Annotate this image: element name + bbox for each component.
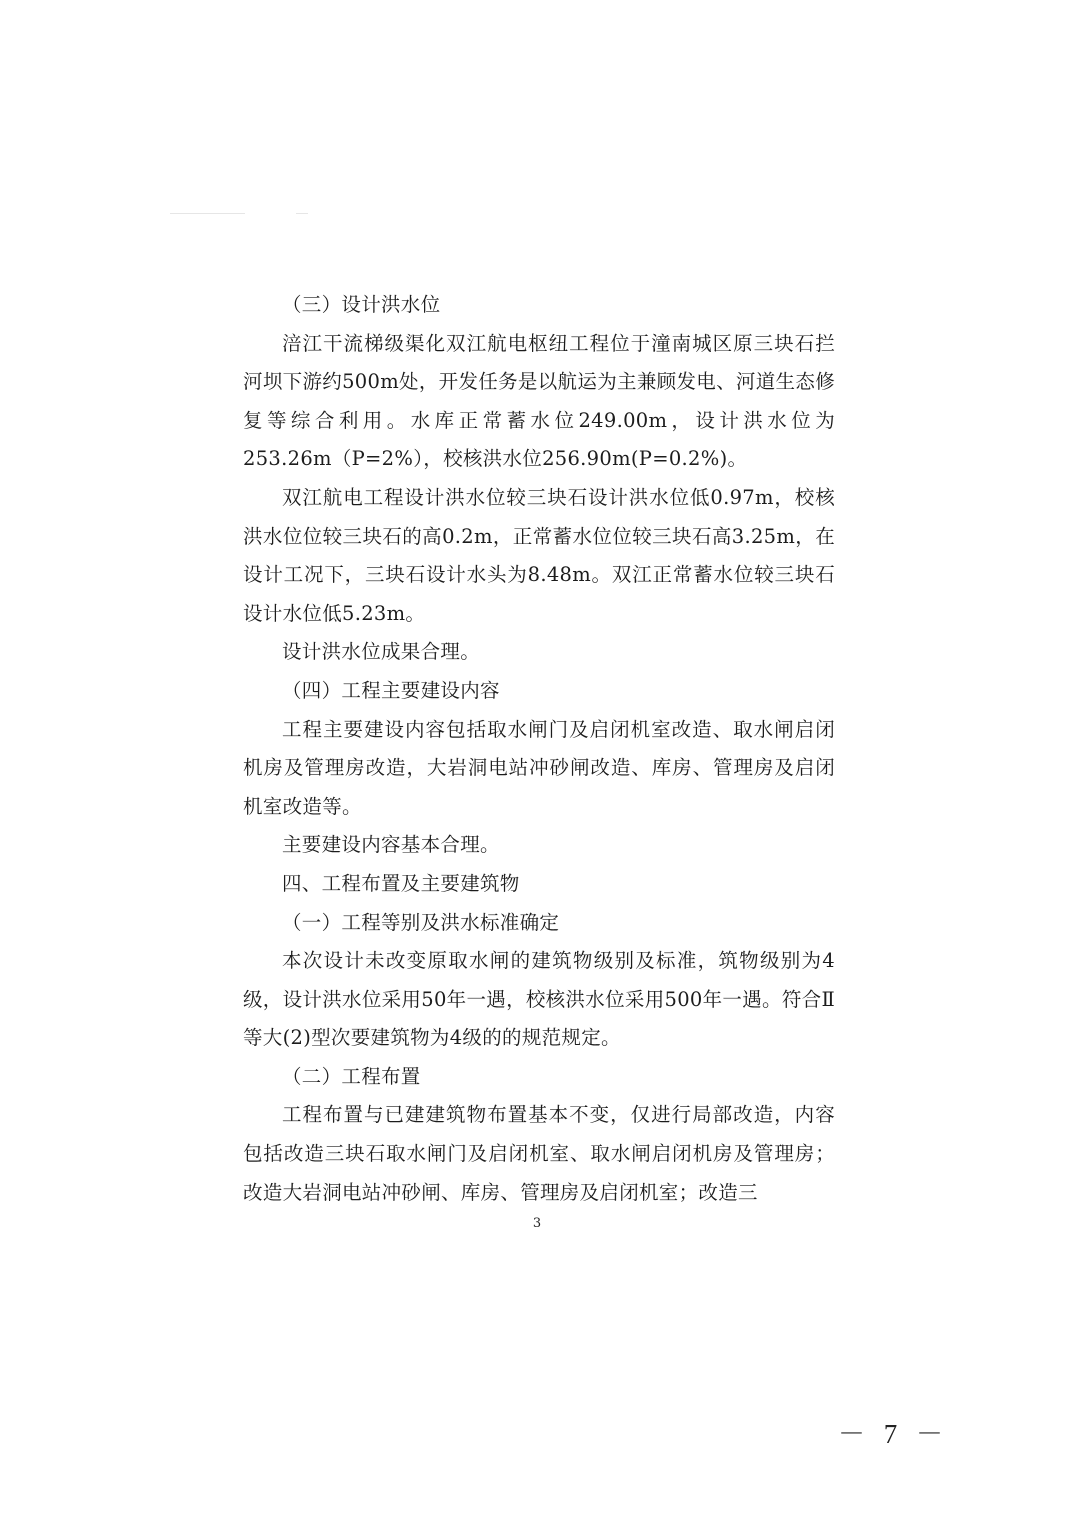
paragraph: 涪江干流梯级渠化双江航电枢纽工程位于潼南城区原三块石拦河坝下游约500m处，开发任务是以航运为主兼顾发电、河道生态修复等综合利用。水库正常蓄水位249.00m，设计洪水位为253.26m（P=2%），校核洪水位256.90m(P=0.2%)。 — [243, 331, 835, 471]
paragraph: 本次设计未改变原取水闸的建筑物级别及标准，筑物级别为4级，设计洪水位采用50年一遇，校核洪水位采用500年一遇。符合Ⅱ等大(2)型次要建筑物为4级的的规范规定。 — [243, 949, 835, 1050]
section-heading-design-flood-level: （三）设计洪水位 — [282, 293, 441, 316]
paragraph: 工程布置与已建建筑物布置基本不变，仅进行局部改造，内容包括改造三块石取水闸门及启闭机室、取水闸启闭机房及管理房；改造大岩洞电站冲砂闸、库房、管理房及启闭机室；改造三 — [243, 1103, 835, 1204]
paragraph: 设计洪水位成果合理。 — [282, 640, 481, 664]
inner-page-number: 3 — [532, 1216, 542, 1231]
document-body — [243, 286, 835, 1212]
outer-page-number: － 7 － — [838, 1419, 949, 1449]
section-heading-layout-and-structures: 四、工程布置及主要建筑物 — [282, 871, 520, 895]
paragraph: 主要建设内容基本合理。 — [282, 833, 500, 857]
paragraph: 双江航电工程设计洪水位较三块石设计洪水位低0.97m，校核洪水位位较三块石的高0.2m，正常蓄水位位较三块石高3.25m，在设计工况下，三块石设计水头为8.48m。双江正常蓄水位较三块石设计水位低5.23m。 — [243, 485, 835, 625]
section-heading-project-layout: （二）工程布置 — [282, 1064, 421, 1088]
scan-artifact-line — [296, 213, 308, 214]
scan-artifact-line — [170, 213, 245, 214]
section-heading-grade-and-flood-standard: （一）工程等别及洪水标准确定 — [282, 910, 560, 934]
paragraph: 工程主要建设内容包括取水闸门及启闭机室改造、取水闸启闭机房及管理房改造，大岩洞电站冲砂闸改造、库房、管理房及启闭机室改造等。 — [243, 717, 835, 818]
section-heading-main-construction: （四）工程主要建设内容 — [282, 678, 500, 702]
